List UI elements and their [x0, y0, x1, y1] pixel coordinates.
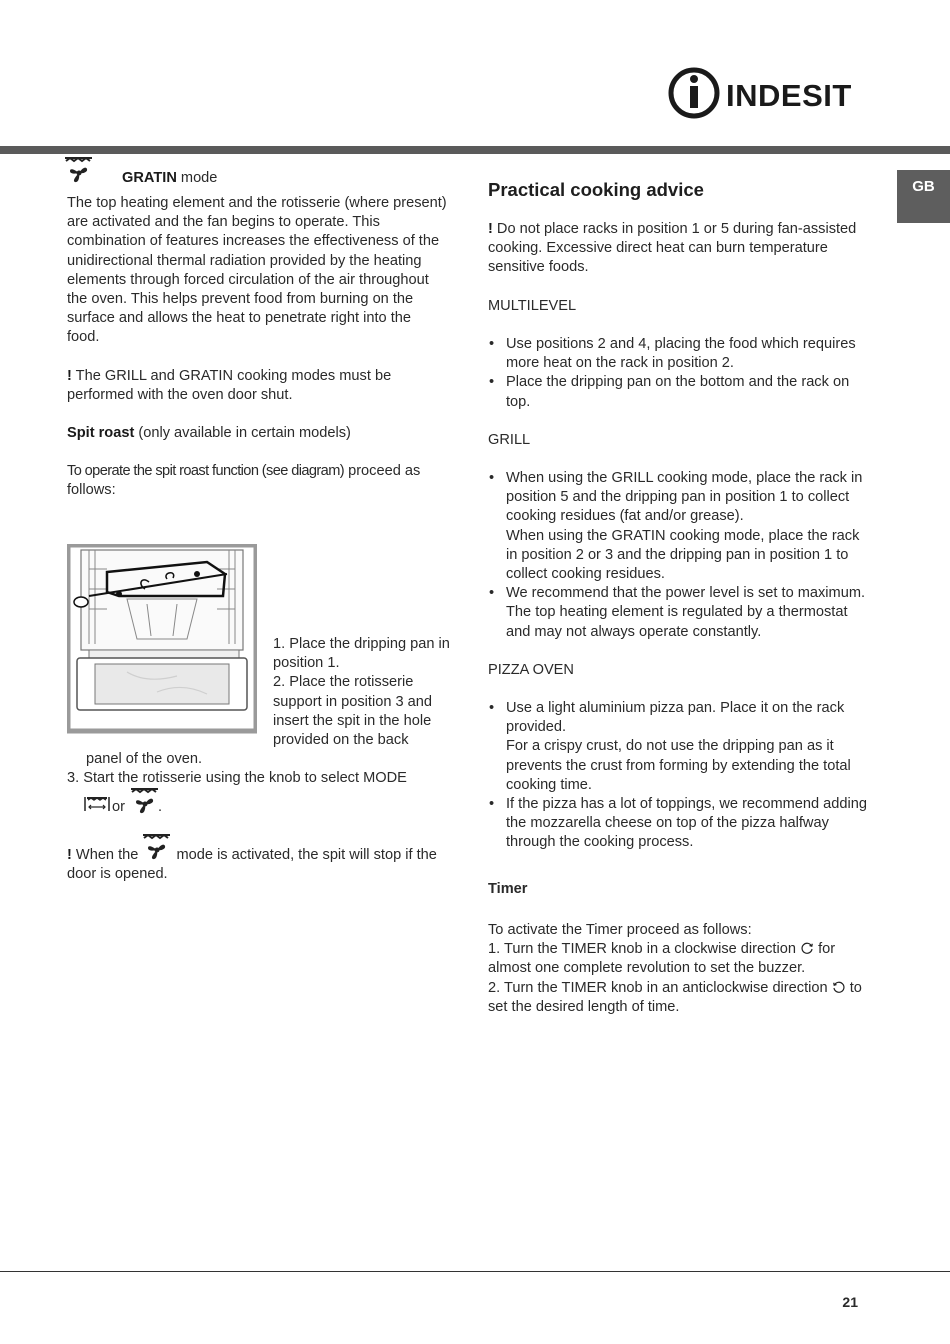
gratin-fan-icon: [142, 834, 172, 862]
gratin-description: The top heating element and the rotisserie (where present) are activated and the fan begins to operate. This combination of features increases the effectiveness of the unidirectional thermal radiation provided by the heating elements through forced circulation of the air throughout the oven. This helps prevent food from burning on the surface and allows the heat to penetrate right into the food.: [67, 195, 447, 346]
rack-position-warning: ! Do not place racks in position 1 or 5 during fan-assisted cooking. Excessive direct heat can burn temperature sensitive foods.: [488, 221, 857, 276]
spit-step-3: 3. Start the rotisserie using the knob to select MODE: [67, 770, 407, 786]
grill-heading: GRILL: [488, 432, 531, 448]
list-item: • Use positions 2 and 4, placing the food which requires more heat on the rack in position 2.: [488, 335, 868, 373]
language-tab: GB: [897, 170, 950, 223]
oven-rotisserie-diagram: [67, 544, 257, 734]
mode-end-text: .: [158, 799, 163, 815]
header-rule: [0, 146, 950, 154]
footer-rule: [0, 1271, 950, 1272]
grill-list: [488, 469, 868, 642]
page-number: 21: [842, 1294, 858, 1310]
list-item: For a crispy crust, do not use the dripping pan as it prevents the crust from forming by extending the total cooking time.: [506, 738, 851, 793]
spit-step-1: 1. Place the dripping pan in position 1.: [273, 636, 450, 672]
spit-roast-steps: [273, 635, 451, 750]
indesit-logo: [668, 66, 868, 120]
gratin-heading: GRATIN mode: [122, 170, 218, 186]
timer-line-1: To activate the Timer proceed as follows:: [488, 922, 752, 938]
gratin-fan-icon: [130, 788, 163, 816]
list-item: • If the pizza has a lot of toppings, we recommend adding the mozzarella cheese on top of the pizza halfway through the cooking process.: [488, 795, 868, 853]
multilevel-heading: MULTILEVEL: [488, 298, 577, 314]
mode-or-text: or: [112, 799, 125, 815]
mode-icons: [84, 788, 204, 818]
timer-line-2: 1. Turn the TIMER knob in a clockwise direction for almost one complete revolution to set the buzzer.: [488, 941, 836, 977]
anticlockwise-arrow-icon: [832, 980, 846, 994]
gratin-fan-icon: [64, 157, 94, 185]
list-item: • Place the dripping pan on the bottom and the rack on top.: [488, 373, 868, 411]
spit-roast-heading: Spit roast (only available in certain models): [67, 425, 351, 441]
section-title: Practical cooking advice: [488, 179, 704, 200]
pizza-oven-heading: PIZZA OVEN: [488, 662, 574, 678]
pizza-oven-list: [488, 699, 868, 853]
spit-roast-intro: To operate the spit roast function (see diagram) proceed as follows:: [67, 463, 421, 499]
timer-instructions: [488, 921, 868, 1017]
list-item: • We recommend that the power level is set to maximum. The top heating element is regulated by a thermostat and may not always operate constantly.: [488, 584, 868, 642]
spit-stop-warning: ! When the mode is activated, the spit will stop if the door is opened.: [67, 846, 447, 884]
list-item: • When using the GRILL cooking mode, place the rack in position 5 and the dripping pan in position 1 to collect cooking residues (fat and/or grease).: [488, 469, 868, 527]
timer-heading: Timer: [488, 881, 528, 897]
multilevel-list: [488, 335, 868, 412]
grill-gratin-warning: ! The GRILL and GRATIN cooking modes must be performed with the oven door shut.: [67, 368, 392, 404]
list-item: • Use a light aluminium pizza pan. Place it on the rack provided.: [488, 699, 868, 737]
brand-name: INDESIT: [726, 78, 852, 113]
list-item: When using the GRATIN cooking mode, place the rack in position 2 or 3 and the dripping pan in position 1 to collect cooking residues.: [506, 527, 860, 583]
timer-line-3: 2. Turn the TIMER knob in an anticlockwise direction to set the desired length of time.: [488, 979, 862, 1015]
clockwise-arrow-icon: [800, 941, 814, 955]
rotisserie-grill-icon: [84, 796, 110, 812]
spit-step-2-continued: panel of the oven.: [86, 751, 203, 767]
spit-step-2: 2. Place the rotisserie support in position 3 and insert the spit in the hole provided on the back: [273, 674, 433, 749]
